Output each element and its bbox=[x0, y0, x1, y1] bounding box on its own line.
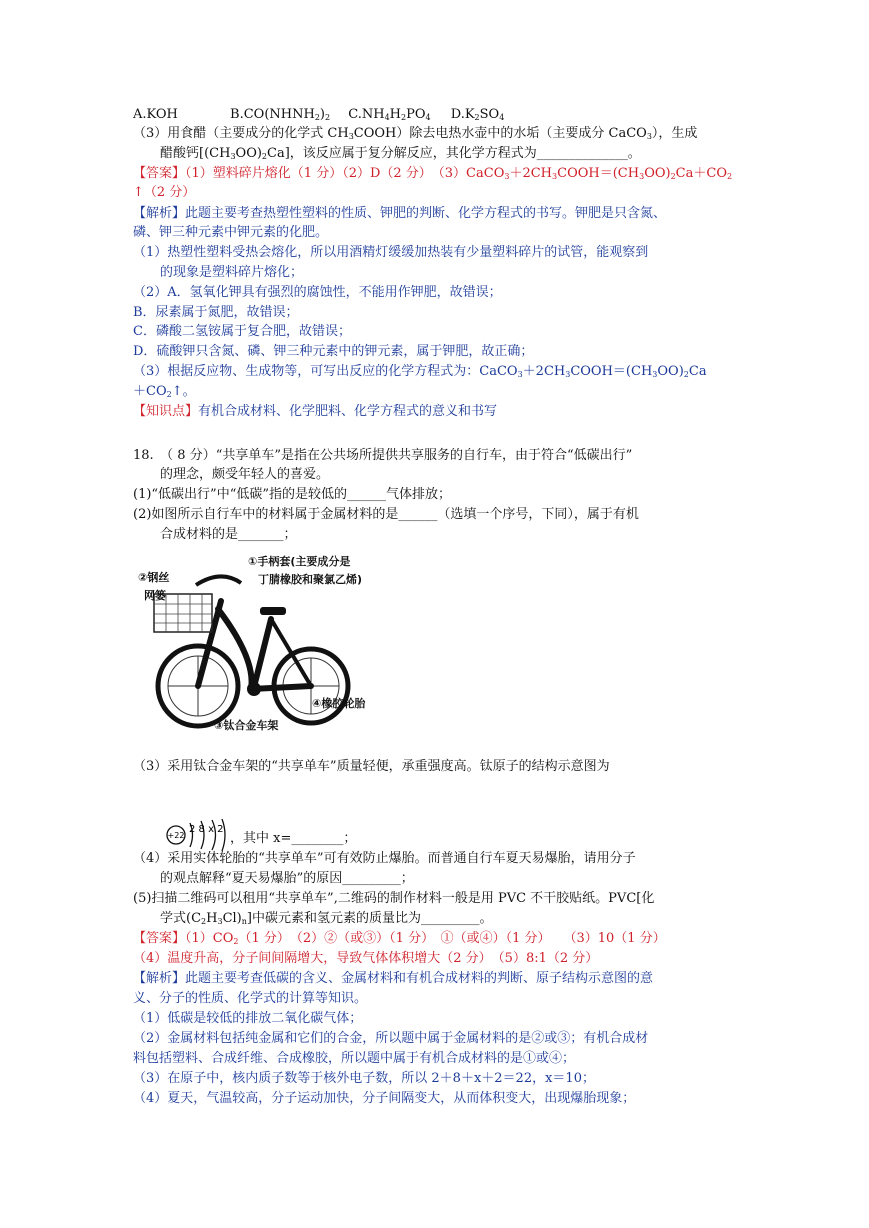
question-18-title: 18. （ 8 分）“共享单车”是指在公共场所提供共享服务的自行车，由于符合“低碳出行” bbox=[133, 448, 633, 463]
question-18-title-line2: 的理念，颇受年轻人的喜爱。 bbox=[160, 467, 330, 482]
explanation-17-line5: （2）A．氢氧化钾具有强烈的腐蚀性，不能用作钾肥，故错误； bbox=[133, 285, 502, 300]
explanation-17-equation-line2: $+CO_2↑$。 bbox=[133, 384, 196, 399]
label-rubber-tire: ④橡胶轮胎 bbox=[312, 697, 366, 710]
label-titanium-frame: ③钛合金车架 bbox=[214, 719, 279, 732]
question-18-4: （4）采用实体轮胎的“共享单车”可有效防止爆胎。而普通自行车夏天易爆胎，请用分子 bbox=[133, 851, 636, 866]
explanation-18-line4: （2）金属材料包括纯金属和它们的合金，所以题中属于金属材料的是②或③；有机合成材 bbox=[133, 1031, 649, 1046]
nucleus-charge: +22 bbox=[167, 831, 185, 840]
explanation-17-line7: C．磷酸二氢铵属于复合肥，故错误； bbox=[133, 324, 351, 339]
question-18-5: (5)扫描二维码可以租用“共享单车”,二维码的制作材料一般是用 PVC 不干胶贴纸。PVC[化 bbox=[133, 891, 655, 906]
answer-options bbox=[133, 106, 504, 127]
option-d: $D.K_2SO_4$ bbox=[450, 107, 505, 122]
explanation-18-line6: （3）在原子中，核内质子数等于核外电子数，所以 2＋8＋x＋2＝22，x＝10； bbox=[133, 1071, 595, 1086]
explanation-18-line1: 【解析】此题主要考查低碳的含义、金属材料和有机合成材料的判断、原子结构示意图的意 bbox=[133, 971, 654, 986]
answer-17-line2: ↑（2 分） bbox=[133, 185, 196, 200]
label-basket: 网篓 bbox=[144, 589, 166, 602]
explanation-18-line5: 料包括塑料、合成纤维、合成橡胶，所以题中属于有机合成材料的是①或④； bbox=[133, 1051, 576, 1066]
explanation-17-line3: （1）热塑性塑料受热会熔化，所以用酒精灯缓缓加热装有少量塑料碎片的试管，能观察到 bbox=[133, 245, 649, 260]
option-a: A.KOH bbox=[133, 107, 178, 122]
explanation-17-equation: （3）根据反应物、生成物等，可写出反应的化学方程式为：$CaCO_3+2CH_3COOH=(CH_3OO)_2Ca$ bbox=[133, 364, 707, 379]
question-18-3: （3）采用钛合金车架的“共享单车”质量轻便，承重强度高。钛原子的结构示意图为 bbox=[133, 759, 610, 774]
question-17-3-line1: （3）用食醋（主要成分的化学式 $CH_3COOH$）除去电热水壶中的水垢（主要成分 CaCO$_3$），生成 bbox=[133, 126, 698, 141]
explanation-18-line7: （4）夏天，气温较高，分子运动加快，分子间隔变大，从而体积变大，出现爆胎现象； bbox=[133, 1091, 636, 1106]
explanation-17-line2: 磷、钾三种元素中钾元素的化肥。 bbox=[133, 225, 329, 240]
handlebar bbox=[196, 576, 241, 585]
answer-18: 【答案】$(1)CO_2(1$ 分） （2）②（或③）（1 分） ①（或④）（1 分） （3）10（1 分） bbox=[133, 931, 666, 946]
question-18-5-line2: 学式$(C_2H_3Cl)_n$]中碳元素和氢元素的质量比为_________。 bbox=[160, 911, 493, 926]
bicycle-figure bbox=[136, 549, 382, 741]
question-18-4-line2: 的观点解释“夏天易爆胎”的原因_________； bbox=[160, 871, 414, 886]
explanation-17-line6: B．尿素属于氮肥，故错误； bbox=[133, 305, 299, 320]
titanium-atom-diagram bbox=[166, 817, 228, 853]
answer-18-line2: （4）温度升高，分子间间隔增大，导致气体体积增大（2 分） （5）8:1（2 分） bbox=[133, 951, 599, 966]
question-17-3-line2: 醋酸钙$[(CH_3OO)_2Ca]$，该反应属于复分解反应，其化学方程式为______________。 bbox=[160, 146, 641, 161]
explanation-17-line1: 【解析】此题主要考查热塑性塑料的性质、钾肥的判断、化学方程式的书写。钾肥是只含氮、 bbox=[133, 206, 667, 221]
label-steel-wire: ②钢丝 bbox=[138, 571, 170, 584]
label-handle-grip-2: 丁腈橡胶和聚氯乙烯) bbox=[258, 573, 363, 586]
explanation-18-line3: （1）低碳是较低的排放二氧化碳气体； bbox=[133, 1011, 363, 1026]
answer-17: 【答案】（1）塑料碎片熔化（1 分）（2）D（2 分） $(3)CaCO_3+2CH_3COOH=(CH_3OO)_2Ca+CO_2$ bbox=[133, 166, 733, 181]
question-18-1: (1)“低碳出行”中“低碳”指的是较低的______气体排放； bbox=[133, 487, 451, 502]
question-18-2-line2: 合成材料的是_______； bbox=[160, 527, 297, 542]
saddle bbox=[260, 607, 286, 615]
question-18-3-line2: ，其中 x=________； bbox=[230, 831, 357, 846]
option-b: $B.CO(NHNH_2)_2$ bbox=[230, 107, 331, 122]
knowledge-point-17: 【知识点】有机合成材料、化学肥料、化学方程式的意义和书写 bbox=[133, 404, 498, 419]
explanation-17-line8: D．硫酸钾只含氮、磷、钾三种元素中的钾元素，属于钾肥，故正确； bbox=[133, 344, 534, 359]
label-handle-grip: ①手柄套(主要成分是 bbox=[248, 555, 351, 568]
explanation-18-line2: 义、分子的性质、化学式的计算等知识。 bbox=[133, 991, 368, 1006]
electron-shells: 2 8 x 2 bbox=[189, 824, 224, 835]
option-c: $C.NH_4H_2PO_4$ bbox=[348, 107, 431, 122]
explanation-17-line4: 的现象是塑料碎片熔化； bbox=[160, 265, 304, 280]
question-18-2: (2)如图所示自行车中的材料属于金属材料的是______（选填一个序号，下同），属于有机 bbox=[133, 507, 639, 522]
